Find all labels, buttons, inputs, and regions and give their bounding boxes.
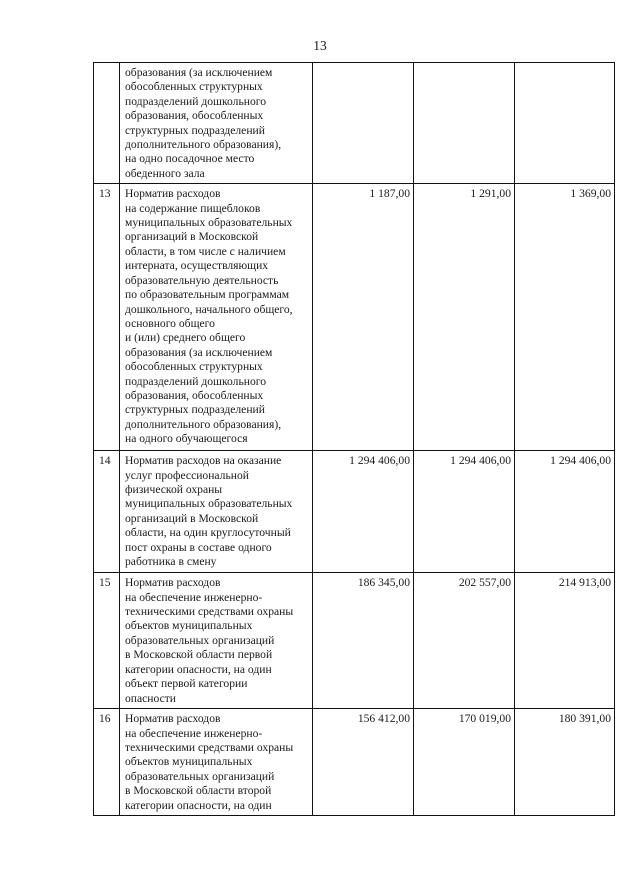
description-line: на содержание пищеблоков	[125, 201, 261, 215]
description-line: в Московской области второй	[125, 784, 272, 798]
description-line: пост охраны в составе одного	[125, 540, 272, 554]
row-number: 13	[94, 184, 120, 451]
value-cell	[414, 63, 515, 184]
description-line: структурных подразделений	[125, 403, 265, 417]
description-line: дополнительного образования),	[125, 417, 282, 431]
row-description	[120, 573, 313, 709]
page-number: 13	[313, 38, 327, 53]
table-row	[94, 573, 615, 709]
row-number: 16	[94, 709, 120, 816]
description-line: образования (за исключением	[125, 345, 273, 359]
description-line: на обеспечение инженерно-	[125, 590, 263, 604]
value-cell: 202 557,00	[414, 573, 515, 709]
table-row	[94, 709, 615, 816]
row-number	[94, 63, 120, 184]
table-row	[94, 63, 615, 184]
description-line: Норматив расходов на оказание	[125, 454, 282, 468]
description-line: объект первой категории	[125, 677, 248, 691]
description-line: образовательных организаций	[125, 633, 275, 647]
value-cell: 180 391,00	[515, 709, 615, 816]
description-line: обособленных структурных	[125, 360, 263, 374]
description-line: организаций в Московской	[125, 230, 259, 244]
description-line: на одно посадочное место	[125, 152, 255, 166]
description-line: муниципальных образовательных	[125, 216, 293, 230]
description-line: и (или) среднего общего	[125, 331, 246, 345]
value-cell: 156 412,00	[313, 709, 414, 816]
description-line: опасности	[125, 691, 177, 705]
value-cell: 214 913,00	[515, 573, 615, 709]
value-cell: 1 294 406,00	[313, 451, 414, 573]
description-line: категории опасности, на один	[125, 798, 272, 812]
description-line: области, на один круглосуточный	[125, 526, 291, 540]
description-line: обособленных структурных	[125, 80, 263, 94]
value-cell: 1 187,00	[313, 184, 414, 451]
value-cell	[515, 63, 615, 184]
description-line: подразделений дошкольного	[125, 374, 267, 388]
description-line: дополнительного образования),	[125, 138, 282, 152]
value-cell: 170 019,00	[414, 709, 515, 816]
description-line: категории опасности, на один	[125, 662, 272, 676]
value-cell: 1 291,00	[414, 184, 515, 451]
description-line: работника в смену	[125, 555, 217, 569]
description-line: на обеспечение инженерно-	[125, 726, 263, 740]
value-cell: 1 294 406,00	[414, 451, 515, 573]
description-line: Норматив расходов	[125, 187, 221, 201]
description-line: образования, обособленных	[125, 388, 264, 402]
value-cell: 1 294 406,00	[515, 451, 615, 573]
table-row	[94, 184, 615, 451]
description-line: образования (за исключением	[125, 66, 273, 79]
description-line: услуг профессиональной	[125, 468, 249, 482]
description-line: образовательных организаций	[125, 769, 275, 783]
value-cell	[313, 63, 414, 184]
table-row	[94, 451, 615, 573]
description-line: образовательную деятельность	[125, 273, 279, 287]
description-line: интерната, осуществляющих	[125, 259, 269, 273]
description-line: на одного обучающегося	[125, 432, 248, 446]
description-line: техническими средствами охраны	[125, 605, 294, 619]
value-cell: 1 369,00	[515, 184, 615, 451]
description-line: основного общего	[125, 316, 215, 330]
norms-table	[93, 62, 615, 816]
description-line: по образовательным программам	[125, 288, 290, 302]
description-line: дошкольного, начального общего,	[125, 302, 293, 316]
description-line: подразделений дошкольного	[125, 94, 267, 108]
description-line: в Московской области первой	[125, 648, 273, 662]
description-line: объектов муниципальных	[125, 755, 253, 769]
row-description	[120, 184, 313, 451]
description-line: Норматив расходов	[125, 712, 221, 726]
row-description	[120, 63, 313, 184]
description-line: Норматив расходов	[125, 576, 221, 590]
description-line: обеденного зала	[125, 166, 205, 180]
description-line: структурных подразделений	[125, 123, 265, 137]
description-line: образования, обособленных	[125, 109, 264, 123]
value-cell: 186 345,00	[313, 573, 414, 709]
row-number: 15	[94, 573, 120, 709]
description-line: области, в том числе с наличием	[125, 244, 286, 258]
description-line: муниципальных образовательных	[125, 497, 293, 511]
description-line: организаций в Московской	[125, 511, 259, 525]
row-number: 14	[94, 451, 120, 573]
row-description	[120, 451, 313, 573]
row-description	[120, 709, 313, 816]
description-line: техническими средствами охраны	[125, 741, 294, 755]
description-line: физической охраны	[125, 483, 223, 497]
description-line: объектов муниципальных	[125, 619, 253, 633]
